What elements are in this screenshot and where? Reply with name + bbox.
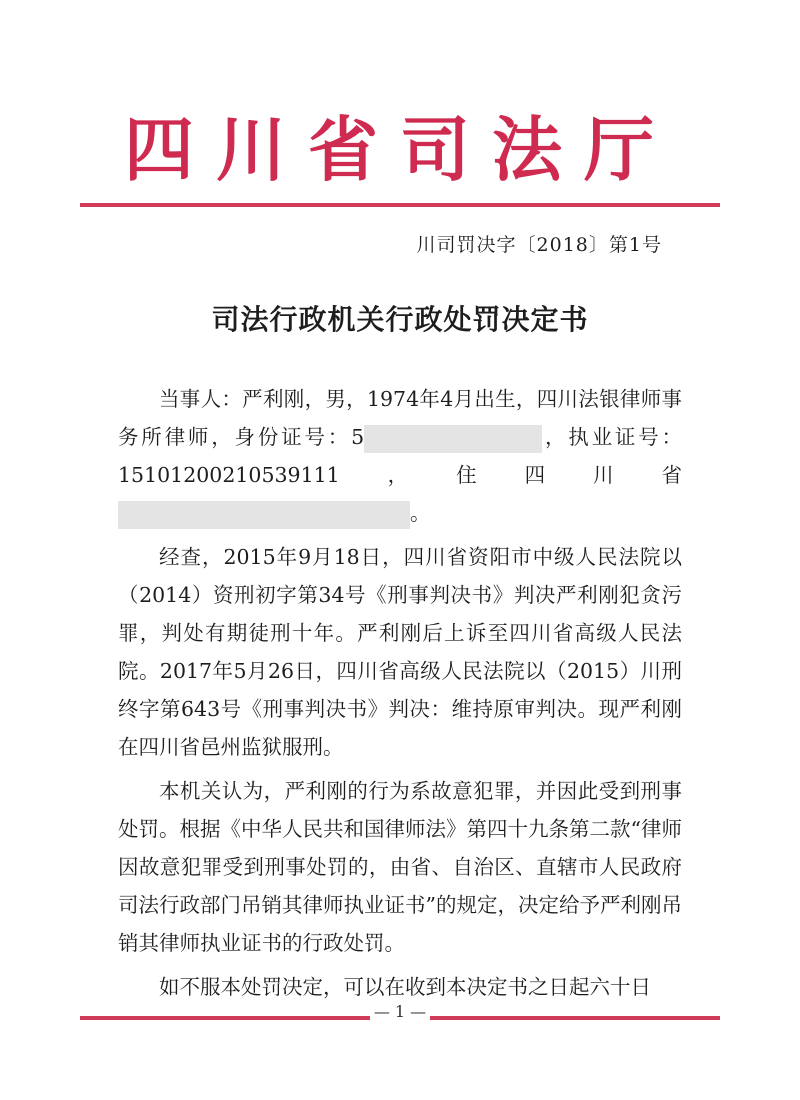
party-info-text-3: 。 (410, 501, 431, 525)
page-number (0, 1002, 800, 1021)
party-info-text-1: 当事人：严利刚，男，1974年4月出生，四川法银律师事务所律师，身份证号：5 (118, 387, 682, 449)
page-number-text: — 1 — (370, 1002, 430, 1021)
paragraph-party-info (118, 380, 682, 532)
paragraph-decision: 本机关认为，严利刚的行为系故意犯罪，并因此受到刑事处罚。根据《中华人民共和国律师法》第四十九条第二款“律师因故意犯罪受到刑事处罚的，由省、自治区、直辖市人民政府司法行政部门吊销其律师执业证书”的规定，决定给予严利刚吊销其律师执业证书的行政处罚。 (118, 779, 682, 955)
redacted-address-end (388, 501, 410, 529)
party-info-text-2: ，执业证号：15101200210539111，住四川省 (118, 425, 682, 487)
redacted-address (118, 501, 388, 529)
document-number: 川司罚决字〔2018〕第1号 (416, 234, 662, 256)
agency-letterhead-title: 四川省司法厅 (124, 108, 676, 191)
document-body (118, 380, 682, 1012)
letterhead-red-rule (80, 203, 720, 207)
redacted-id-number (364, 425, 542, 453)
document-title: 司法行政机关行政处罚决定书 (211, 303, 589, 336)
paragraph-investigation: 经查，2015年9月18日，四川省资阳市中级人民法院以（2014）资刑初字第34号《刑事判决书》判决严利刚犯贪污罪，判处有期徒刑十年。严利刚后上诉至四川省高级人民法院。2017年5月26日，四川省高级人民法院以（2015）川刑终字第643号《刑事判决书》判决：维持原审判决。现严利刚在四川省邑州监狱服刑。 (118, 545, 682, 759)
paragraph-appeal: 如不服本处罚决定，可以在收到本决定书之日起六十日 (159, 975, 651, 999)
